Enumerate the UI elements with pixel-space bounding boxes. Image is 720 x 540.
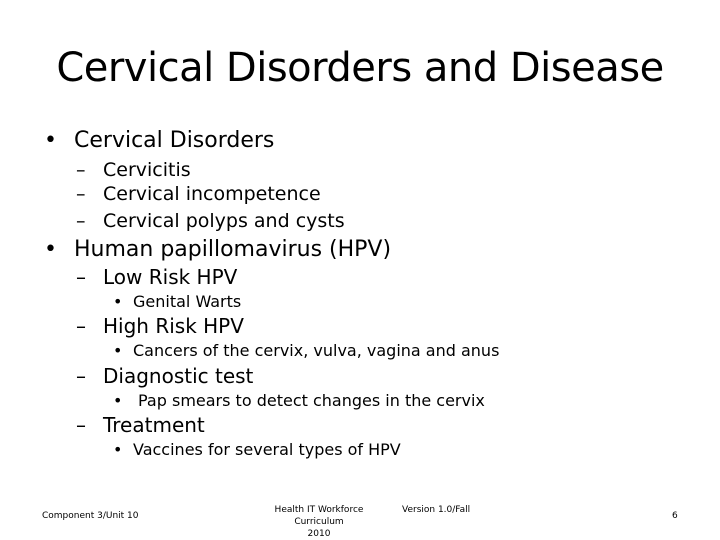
dash-marker: – [76,314,86,338]
footer-curriculum [254,504,384,540]
sub-bullet-text: High Risk HPV [103,314,244,338]
sub-bullet-text: Cervical incompetence [103,183,321,205]
bullet-hpv [44,236,391,264]
footer-component: Component 3/Unit 10 [42,511,139,521]
sub-bullet-cervical-incompetence [76,182,321,206]
footer-page-number: 6 [672,511,678,521]
sub-bullet-cervical-polyps [76,209,345,233]
bullet-marker: • [44,237,57,262]
dash-marker: – [76,265,86,289]
sub-bullet-text: Cervicitis [103,159,191,181]
detail-text: Pap smears to detect changes in the cervix [138,391,485,410]
bullet-marker: • [113,391,123,410]
dash-marker: – [76,364,86,388]
detail-text: Vaccines for several types of HPV [133,440,401,459]
detail-text: Cancers of the cervix, vulva, vagina and anus [133,341,500,360]
dash-marker: – [76,183,86,205]
bullet-marker: • [113,341,123,360]
bullet-marker: • [44,128,57,153]
sub-bullet-high-risk-hpv [76,313,244,339]
footer-version: Version 1.0/Fall [402,505,471,515]
sub-bullet-cervicitis [76,158,191,182]
dash-marker: – [76,413,86,437]
sub-bullet-text: Low Risk HPV [103,265,238,289]
detail-cancers [113,341,499,361]
detail-pap-smears [113,391,485,411]
bullet-cervical-disorders [44,127,274,155]
detail-text: Genital Warts [133,292,242,311]
detail-genital-warts [113,292,241,312]
dash-marker: – [76,159,86,181]
sub-bullet-treatment [76,412,205,438]
slide-title: Cervical Disorders and Disease [56,45,664,91]
sub-bullet-low-risk-hpv [76,264,237,290]
detail-vaccines [113,440,401,460]
sub-bullet-text: Treatment [103,413,205,437]
bullet-marker: • [113,440,123,459]
bullet-marker: • [113,292,123,311]
footer-curriculum-line1: Health IT Workforce Curriculum [274,505,364,527]
footer-curriculum-line2: 2010 [307,529,331,539]
bullet-text: Human papillomavirus (HPV) [74,237,392,262]
sub-bullet-text: Cervical polyps and cysts [103,210,345,232]
bullet-text: Cervical Disorders [74,128,275,153]
sub-bullet-diagnostic-test [76,363,253,389]
dash-marker: – [76,210,86,232]
sub-bullet-text: Diagnostic test [103,364,254,388]
